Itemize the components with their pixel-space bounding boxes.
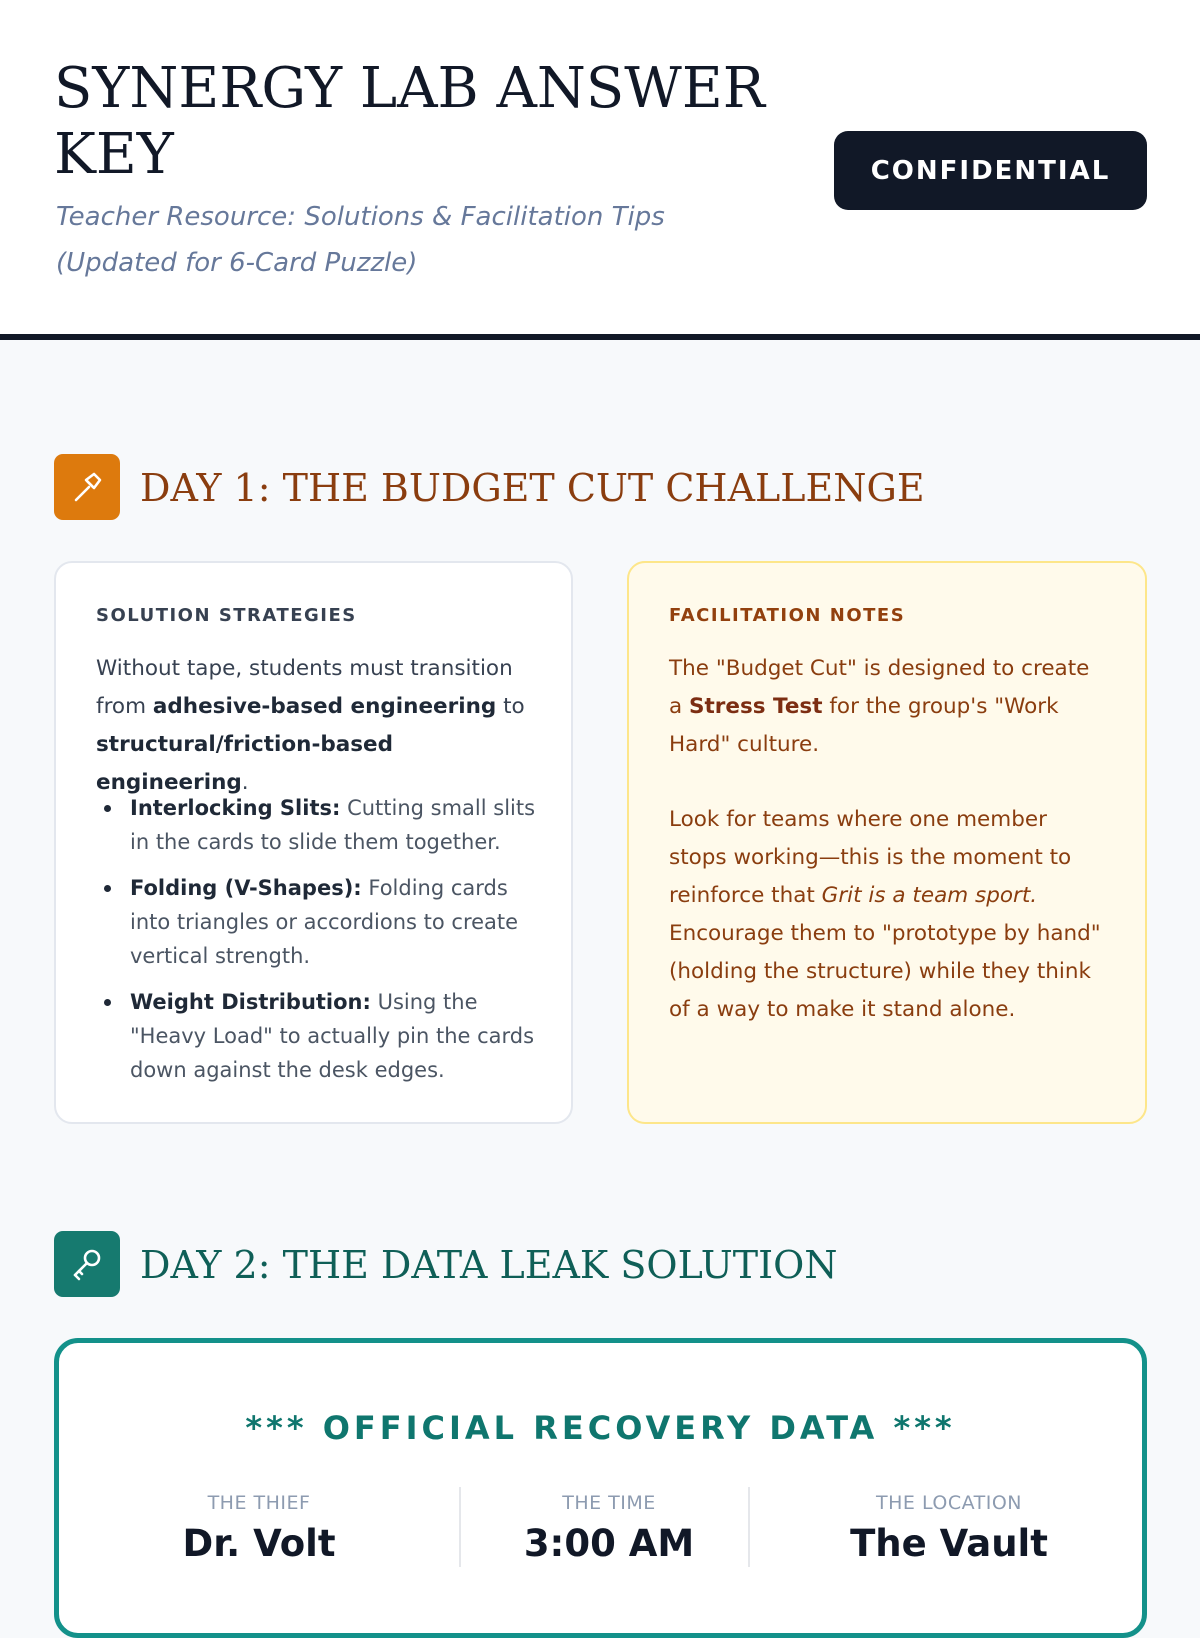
day2-title: DAY 2: THE DATA LEAK SOLUTION [140,1243,838,1287]
location-value: The Vault [850,1522,1048,1565]
recovery-data-card [54,1338,1147,1638]
page-subtitle: Teacher Resource: Solutions & Facilitation Tips (Updated for 6-Card Puzzle) [56,202,665,278]
facilitation-paragraph-1: The "Budget Cut" is designed to create a Stress Test for the group's "Work Hard" culture. [669,656,1090,757]
list-item: Interlocking Slits: Cutting small slits in the cards to slide them together. [96,791,536,859]
key-icon [54,1231,120,1297]
thief-label: THE THIEF [207,1492,311,1514]
list-item: Folding (V-Shapes): Folding cards into triangles or accordions to create vertical strength. [96,871,536,973]
page-header [0,0,1200,340]
recovery-title: *** OFFICIAL RECOVERY DATA *** [245,1409,956,1447]
hammer-icon [54,454,120,520]
day1-title: DAY 1: THE BUDGET CUT CHALLENGE [140,466,925,510]
facilitation-notes-label: FACILITATION NOTES [669,605,906,626]
list-item: Weight Distribution: Using the "Heavy Load" to actually pin the cards down against the desk edges. [96,985,536,1087]
thief-value: Dr. Volt [182,1522,336,1565]
time-value: 3:00 AM [523,1522,695,1565]
solution-bullet-list [96,791,536,1099]
location-label: THE LOCATION [876,1492,1022,1514]
time-label: THE TIME [562,1492,656,1514]
solution-intro: Without tape, students must transition from adhesive-based engineering to structural/friction-based engineering. [96,656,525,795]
page-title: SYNERGY LAB ANSWER KEY [54,56,765,187]
solution-strategies-label: SOLUTION STRATEGIES [96,605,357,626]
confidential-badge: CONFIDENTIAL [834,131,1147,210]
divider [748,1487,750,1567]
facilitation-paragraph-2: Look for teams where one member stops working—this is the moment to reinforce that Grit is a team sport. Encourage them to "prototype by hand" (holding the structure) while they think of a way to make it stand alone. [669,807,1101,1022]
time-field [469,1491,749,1569]
facilitation-notes-card [627,561,1147,1124]
location-field [809,1491,1089,1569]
solution-strategies-card [54,561,573,1124]
divider [459,1487,461,1567]
thief-field [119,1491,399,1569]
